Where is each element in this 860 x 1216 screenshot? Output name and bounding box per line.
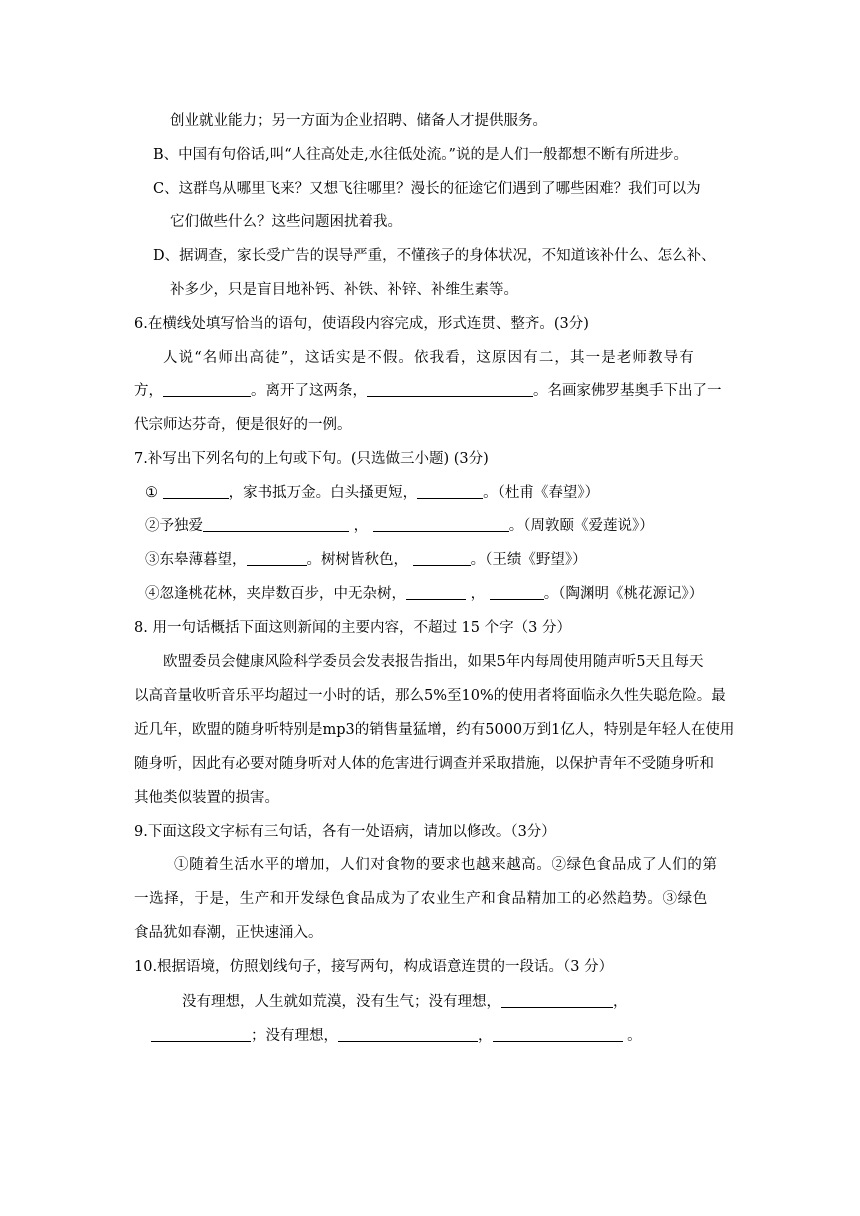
q8-news-line5: 其他类似装置的损害。 — [134, 790, 279, 806]
q6-passage-line2 — [134, 381, 722, 401]
q10-period: 。 — [622, 1028, 642, 1044]
q7-item-2 — [145, 516, 654, 536]
q7-stem: 7.补写出下列名句的上句或下句。(只选做三小题) (3分) — [134, 451, 489, 467]
q7-blank-4b[interactable] — [490, 585, 544, 600]
q7-item-1-text: ，家书抵万金。白头搔更短， — [228, 485, 418, 501]
q7-item-2-source: 。（周敦颐《爱莲说》） — [508, 518, 654, 534]
q10-blank-2[interactable] — [151, 1027, 251, 1042]
q10-text-part2: ；没有理想， — [251, 1028, 338, 1044]
q7-item-3-source: 。（王绩《野望》） — [470, 552, 587, 568]
q7-item-3-text: ③东皋薄暮望， — [145, 552, 247, 568]
q10-stem: 10.根据语境，仿照划线句子，接写两句，构成语意连贯的一段话。（3 分） — [134, 959, 614, 975]
q7-item-3-text2: 。树树皆秋色， — [306, 552, 408, 568]
q6-text-part1: 方， — [134, 383, 163, 399]
q8-news-line2: 以高音量收听音乐平均超过一小时的话，那么5%至10%的使用者将面临永久性失聪危险。最 — [134, 688, 726, 704]
q10-blank-4[interactable] — [493, 1027, 623, 1042]
q6-blank-2[interactable] — [367, 382, 533, 397]
q7-item-4 — [145, 584, 703, 604]
q7-item-1 — [145, 483, 599, 503]
q5-option-c-line1: C、这群鸟从哪里飞来？又想飞往哪里？漫长的征途它们遇到了哪些困难？我们可以为 — [153, 181, 701, 197]
q7-blank-1a[interactable] — [163, 484, 229, 499]
q5-option-b: B、中国有句俗话,叫“人往高处走,水往低处流。”说的是人们一般都想不断有所进步。 — [153, 147, 688, 163]
q10-comma-1: ， — [613, 994, 628, 1010]
q5-option-d-line1: D、据调查，家长受广告的误导严重，不懂孩子的身体状况，不知道该补什么、怎么补、 — [153, 248, 716, 264]
q7-item-4-text: ④忽逢桃花林，夹岸数百步，中无杂树， — [145, 586, 406, 602]
q6-text-part3: 。名画家佛罗基奥手下出了一 — [533, 383, 722, 399]
q8-news-line1: 欧盟委员会健康风险科学委员会发表报告指出，如果5年内每周使用随声听5天且每天 — [163, 654, 704, 670]
q9-passage-line1: ①随着生活水平的增加，人们对食物的要求也越来越高。②绿色食品成了人们的第 — [174, 857, 718, 873]
q5-option-d-line2: 补多少，只是盲目地补钙、补铁、补锌、补维生素等。 — [170, 282, 518, 298]
q10-text-part1: 没有理想，人生就如荒漠，没有生气；没有理想， — [182, 994, 501, 1010]
q7-item-4-source: 。（陶渊明《桃花源记》） — [543, 586, 704, 602]
q10-passage-line2 — [151, 1026, 642, 1046]
q7-blank-2b[interactable] — [373, 517, 509, 532]
q10-blank-1[interactable] — [501, 993, 613, 1008]
q10-passage-line1 — [182, 992, 628, 1012]
q6-passage-line1: 人说“名师出高徒”，这话实是不假。依我看，这原因有二，其一是老师教导有 — [163, 350, 695, 366]
q9-passage-line2: 一选择，于是，生产和开发绿色食品成为了农业生产和食品精加工的必然趋势。③绿色 — [134, 891, 708, 907]
q7-item-1-number: ① — [145, 485, 158, 501]
q6-text-part2: 。离开了这两条， — [251, 383, 367, 399]
q5-option-a-continued: 创业就业能力；另一方面为企业招聘、储备人才提供服务。 — [170, 113, 547, 129]
q7-blank-1b[interactable] — [417, 484, 483, 499]
q6-blank-1[interactable] — [163, 382, 251, 397]
q8-stem: 8. 用一句话概括下面这则新闻的主要内容，不超过 15 个字（3 分） — [134, 620, 571, 636]
q7-blank-4a[interactable] — [406, 585, 466, 600]
q7-item-2-text: ②予独爱 — [145, 518, 203, 534]
q5-option-c-line2: 它们做些什么？这些问题困扰着我。 — [170, 214, 402, 230]
q10-comma-2: ， — [478, 1028, 493, 1044]
q8-news-line3: 近几年，欧盟的随身听特别是mp3的销售量猛增，约有5000万到1亿人，特别是年轻人在使用 — [134, 722, 735, 738]
q7-item-4-comma: ， — [470, 586, 486, 602]
q8-news-line4: 随身听，因此有必要对随身听对人体的危害进行调查并采取措施，以保护青年不受随身听和 — [134, 756, 714, 772]
q7-item-1-source: 。（杜甫《春望》） — [483, 485, 600, 501]
q7-blank-2a[interactable] — [203, 517, 349, 532]
q7-blank-3b[interactable] — [413, 551, 471, 566]
q7-blank-3a[interactable] — [247, 551, 307, 566]
q6-stem: 6.在横线处填写恰当的语句，使语段内容完成，形式连贯、整齐。(3分) — [134, 316, 589, 332]
q10-blank-3[interactable] — [338, 1027, 478, 1042]
q9-passage-line3: 食品犹如春潮，正快速涌入。 — [134, 925, 323, 941]
q7-item-2-comma: ， — [353, 518, 369, 534]
q6-passage-line3: 代宗师达芬奇，便是很好的一例。 — [134, 417, 352, 433]
q9-stem: 9.下面这段文字标有三句话，各有一处语病，请加以修改。（3分） — [134, 824, 556, 840]
q7-item-3 — [145, 550, 587, 570]
